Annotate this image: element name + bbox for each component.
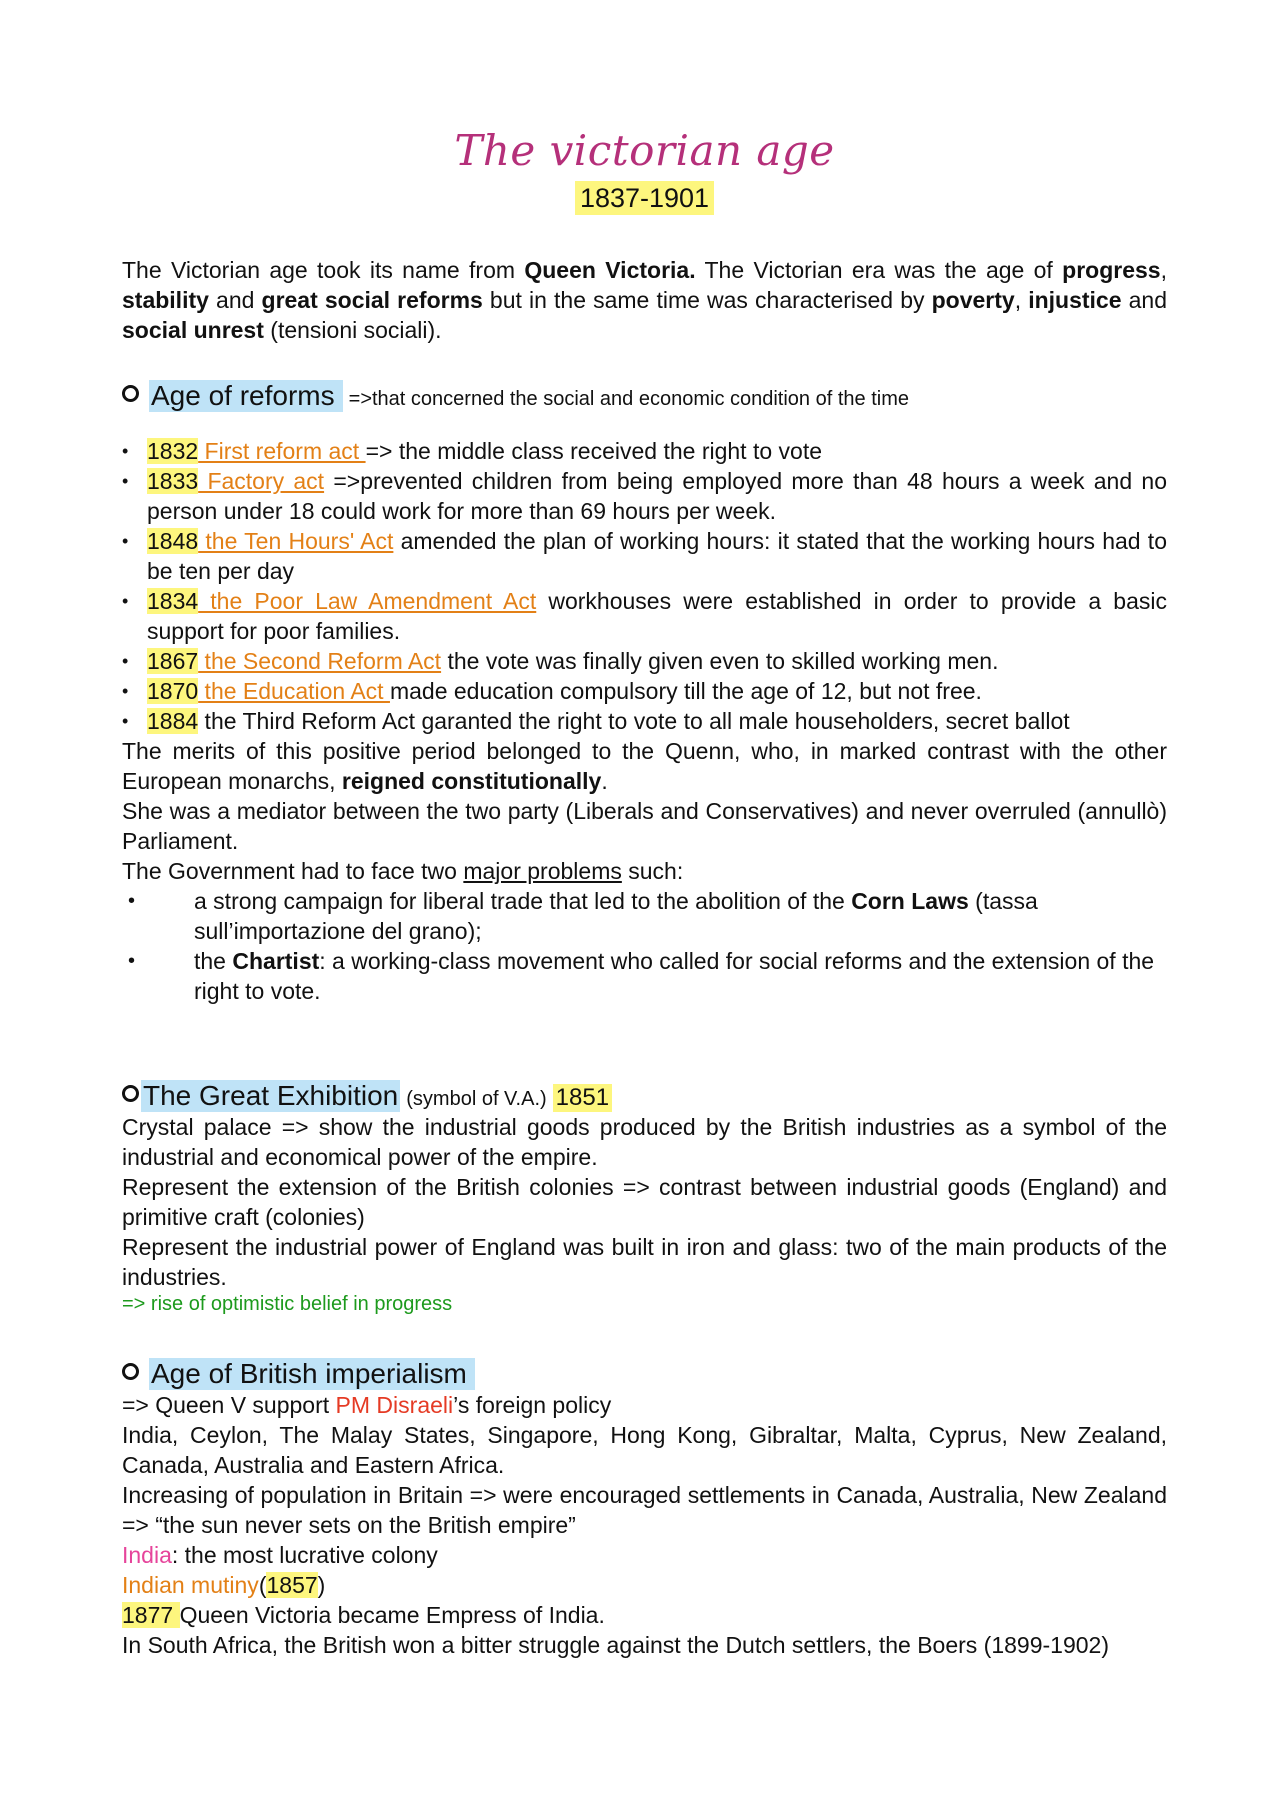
circle-bullet-icon [122,1085,139,1102]
list-item [122,586,1167,646]
imperialism-line [122,1570,1167,1600]
year-highlight: 1833 [147,468,199,494]
years-highlight: 1837-1901 [575,181,714,215]
exhibition-paragraph: Crystal palace => show the industrial goods produced by the British industries as a symbol of the industrial and economical power of the empire. [122,1114,1167,1170]
item-text: (tassa sull’importazione del grano); [194,888,1038,944]
act-name: First reform act [198,438,366,464]
heading-subtitle: =>that concerned the social and economic condition of the time [348,388,909,410]
year-highlight: 1867 [147,648,199,674]
intro-text: (tensioni sociali). [263,317,442,343]
intro-text: and [208,287,262,313]
list-item [122,646,1167,676]
intro-paragraph [122,255,1167,345]
item-text: made education compulsory till the age of 12, but not free. [389,678,982,704]
act-name: the Poor Law Amendment Act [198,588,537,614]
india-text: India [122,1542,172,1568]
year-highlight: 1884 [147,708,199,734]
imperialism-line [122,1540,1167,1570]
intro-bold: poverty [931,287,1015,313]
list-item [122,886,1167,946]
mutiny-text: Indian mutiny [122,1572,259,1598]
intro-text: The Victorian age took its name from [122,257,525,283]
heading-note: (symbol of V.A.) [406,1088,547,1110]
item-bold: Chartist [232,948,320,974]
item-text: workhouses were established in order to provide a basic support for poor families. [147,588,1167,644]
exhibition-paragraph: Represent the industrial power of England was built in iron and glass: two of the main products of the industries. [122,1234,1167,1290]
year-highlight: 1877 [122,1602,180,1628]
years-row [122,183,1167,214]
imperialism-line: India, Ceylon, The Malay States, Singapore, Hong Kong, Gibraltar, Malta, Cyprus, New Zealand, Canada, Australia and Eastern Africa. [122,1422,1167,1478]
line-text: => Queen V support [122,1392,336,1418]
year-highlight: 1857 [266,1572,318,1598]
section-great-exhibition [122,1080,1167,1316]
item-bold: Corn Laws [851,888,969,914]
circle-bullet-icon [122,385,139,402]
problems-paragraph [122,856,1167,886]
problems-text: The Government had to face two [122,858,464,884]
problems-list [122,886,1167,1006]
item-text: a strong campaign for liberal trade that led to the abolition of the [194,888,852,914]
list-item [122,466,1167,526]
item-text: the vote was finally given even to skilled working men. [441,648,999,674]
act-name: the Education Act [198,678,390,704]
reforms-list [122,436,1167,736]
intro-bold: great social reforms [261,287,483,313]
year-highlight: 1834 [147,588,199,614]
section-british-imperialism [122,1358,1167,1660]
heading-label: Age of reforms [149,380,343,412]
line-text: : the most lucrative colony [171,1542,438,1568]
year-highlight: 1851 [553,1084,612,1112]
intro-text: and [1121,287,1167,313]
intro-bold: stability [122,287,209,313]
act-name: the Second Reform Act [198,648,442,674]
intro-bold: injustice [1028,287,1122,313]
list-item [122,436,1167,466]
line-text: ( [258,1572,267,1598]
item-text: =>prevented children from being employed more than 48 hours a week and no person under 18 could work for more than 69 hours per week. [147,468,1167,524]
exhibition-conclusion: => rise of optimistic belief in progress [122,1293,453,1315]
year-highlight: 1848 [147,528,199,554]
disraeli-text: PM Disraeli [335,1392,454,1418]
page-title: The victorian age [454,126,835,175]
intro-text: , [1014,287,1029,313]
item-text: amended the plan of working hours: it stated that the working hours had to be ten per day [147,528,1167,584]
heading-label: The Great Exhibition [143,1080,399,1111]
imperialism-line [122,1600,1167,1630]
act-name: the Ten Hours' Act [198,528,394,554]
intro-bold: social unrest [122,317,264,343]
intro-bold: progress [1062,257,1161,283]
year-highlight: 1870 [147,678,199,704]
imperialism-line [122,1390,1167,1420]
item-text: the [194,948,233,974]
intro-text: but in the same time was characterised by [482,287,932,313]
section-age-of-reforms [122,380,1167,1006]
merits-bold: reigned constitutionally [341,768,602,794]
mediator-paragraph: She was a mediator between the two party (Liberals and Conservatives) and never overruled (annullò) Parliament. [122,798,1167,854]
imperialism-line: In South Africa, the British won a bitter struggle against the Dutch settlers, the Boers (1899-1902) [122,1632,1109,1658]
year-highlight: 1832 [147,438,199,464]
intro-text: , [1160,257,1167,283]
item-text: => the middle class received the right to vote [365,438,822,464]
circle-bullet-icon [122,1363,139,1380]
merits-paragraph [122,736,1167,796]
act-name: Factory act [198,468,325,494]
imperialism-line: Increasing of population in Britain => were encouraged settlements in Canada, Australia, New Zealand => “the sun never sets on the British empire” [122,1482,1167,1538]
section-heading [122,1080,1167,1112]
heading-label: Age of British imperialism [149,1358,475,1390]
problems-text: such: [621,858,684,884]
line-text: ) [317,1572,326,1598]
intro-text: The Victorian era was the age of [695,257,1063,283]
merits-text: The merits of this positive period belonged to the Quenn, who, in marked contrast with the other European monarchs, [122,738,1167,794]
intro-bold: Queen Victoria. [524,257,696,283]
list-item [122,946,1167,1006]
list-item [122,676,1167,706]
line-text: Queen Victoria became Empress of India. [179,1602,605,1628]
line-text: ’s foreign policy [453,1392,612,1418]
section-heading [122,1358,1167,1390]
list-item [122,706,1167,736]
exhibition-paragraph: Represent the extension of the British colonies => contrast between industrial goods (England) and primitive craft (colonies) [122,1174,1167,1230]
merits-text: . [601,768,608,794]
item-text: the Third Reform Act garanted the right to vote to all male householders, secret ballot [198,708,1070,734]
item-text: : a working-class movement who called for social reforms and the extension of the right to vote. [194,948,1155,1004]
list-item [122,526,1167,586]
problems-underlined: major problems [463,858,622,884]
section-heading [122,380,1167,412]
